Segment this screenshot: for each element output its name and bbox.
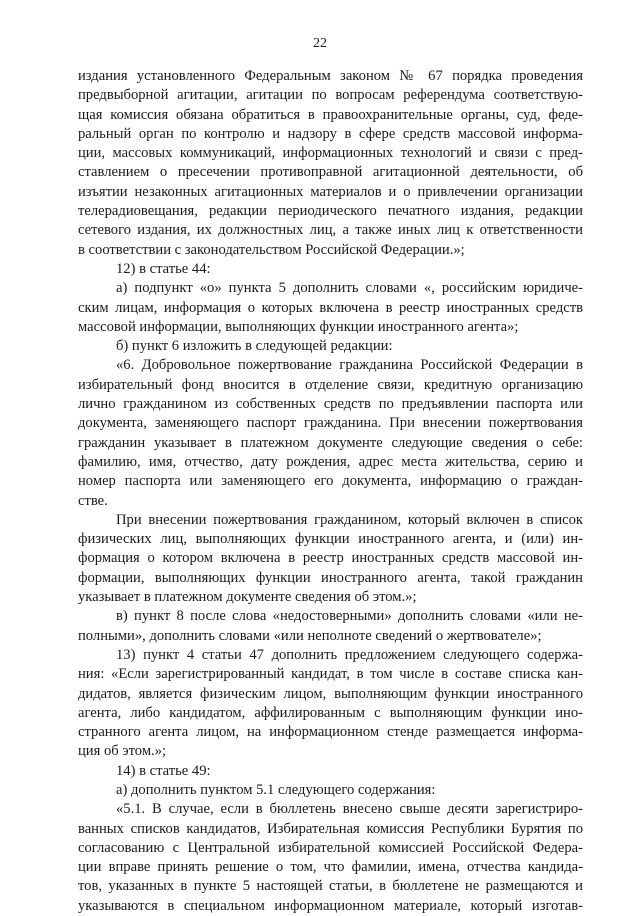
text-line: массовой информации, выполняющих функции иностранного агента»; bbox=[78, 318, 519, 335]
text-line: согласованию с Центральной избирательной комиссией Российской Федера- bbox=[78, 839, 583, 856]
text-line: указываются в специальном информационном материале, который изготав- bbox=[78, 897, 583, 914]
text-line: 13) пункт 4 статьи 47 дополнить предложением следующего содержа- bbox=[116, 646, 583, 663]
text-line: избирательный фонд вносится в отделение связи, кредитную организацию bbox=[78, 376, 583, 393]
text-line: ванных списков кандидатов, Избирательная комиссия Республики Бурятия по bbox=[78, 820, 583, 837]
text-line: а) подпункт «о» пункта 5 дополнить словами «, российским юридиче- bbox=[116, 280, 583, 297]
text-line: в) пункт 8 после слова «недостоверными» дополнить словами «или не- bbox=[116, 608, 583, 625]
text-line: в соответствии с законодательством Российской Федерации.»; bbox=[78, 241, 465, 258]
text-line: «5.1. В случае, если в бюллетень внесено свыше десяти зарегистриро- bbox=[116, 801, 583, 818]
text-line: ставлением о пресечении противоправной агитационной деятельности, об bbox=[78, 164, 583, 181]
text-line: ции, массовых коммуникаций, информационных технологий и связи с пред- bbox=[78, 145, 583, 162]
text-line: указывает в платежном документе сведения об этом.»; bbox=[78, 589, 417, 606]
text-line: формация о котором включена в реестр иностранных средств массовой ин- bbox=[78, 550, 583, 567]
text-line: б) пункт 6 изложить в следующей редакции: bbox=[116, 338, 393, 355]
text-line: 12) в статье 44: bbox=[116, 260, 211, 277]
text-line: дидатов, является физическим лицом, выполняющим функции иностранного bbox=[78, 685, 583, 702]
text-line: гражданин указывает в платежном документе следующие сведения о себе: bbox=[78, 434, 583, 451]
text-line: ским лицам, информация о которых включена в реестр иностранных средств bbox=[78, 299, 583, 316]
text-line: телерадиовещания, редакции периодического печатного издания, редакции bbox=[78, 203, 583, 220]
text-line: агента, либо кандидатом, аффилированным с выполняющим функции ино- bbox=[78, 704, 583, 721]
text-line: полными», дополнить словами «или неполноте сведений о жертвователе»; bbox=[78, 627, 542, 644]
text-line: издания установленного Федеральным законом № 67 порядка проведения bbox=[78, 68, 583, 84]
text-line: лично гражданином из собственных средств по предъявлении паспорта или bbox=[78, 396, 583, 413]
text-line: фамилию, имя, отчество, дату рождения, адрес места жительства, серию и bbox=[78, 453, 583, 470]
text-line: изъятии незаконных агитационных материалов и о привлечении организации bbox=[78, 183, 583, 200]
text-line: 14) в статье 49: bbox=[116, 762, 211, 779]
text-line: стве. bbox=[78, 492, 108, 509]
text-line: предвыборной агитации, агитации по вопросам референдума соответствую- bbox=[78, 87, 583, 104]
text-line: странного агента лицом, на информационном стенде размещается информа- bbox=[78, 724, 583, 741]
text-line: щая комиссия обязана обратиться в правоохранительные органы, суд, феде- bbox=[78, 106, 583, 123]
text-line: ции вправе принять решение о том, что фамилии, имена, отчества кандида- bbox=[78, 859, 583, 876]
text-line: физических лиц, выполняющих функции иностранного агента, и (или) ин- bbox=[78, 531, 583, 548]
text-line: номер паспорта или заменяющего его документа, информацию о граждан- bbox=[78, 473, 583, 490]
text-line: При внесении пожертвования гражданином, который включен в список bbox=[116, 511, 583, 528]
page-number: 22 bbox=[313, 36, 327, 51]
text-line: формации, выполняющих функции иностранного агента, такой гражданин bbox=[78, 569, 583, 586]
text-line: ция об этом.»; bbox=[78, 743, 167, 760]
text-line: ния: «Если зарегистрированный кандидат, в том числе в составе списка кан- bbox=[78, 666, 583, 683]
text-line: а) дополнить пунктом 5.1 следующего содержания: bbox=[116, 781, 436, 798]
text-line: сетевого издания, их должностных лиц, а также иных лиц к ответственности bbox=[78, 222, 583, 239]
text-line: «6. Добровольное пожертвование гражданина Российской Федерации в bbox=[116, 357, 583, 374]
text-line: ральный орган по контролю и надзору в сфере средств массовой информа- bbox=[78, 125, 583, 142]
text-line: тов, указанных в пункте 5 настоящей статьи, в бюллетене не размещаются и bbox=[78, 878, 583, 895]
document-body bbox=[78, 67, 583, 916]
text-line: документа, заменяющего паспорт гражданина. При внесении пожертвования bbox=[78, 415, 583, 432]
